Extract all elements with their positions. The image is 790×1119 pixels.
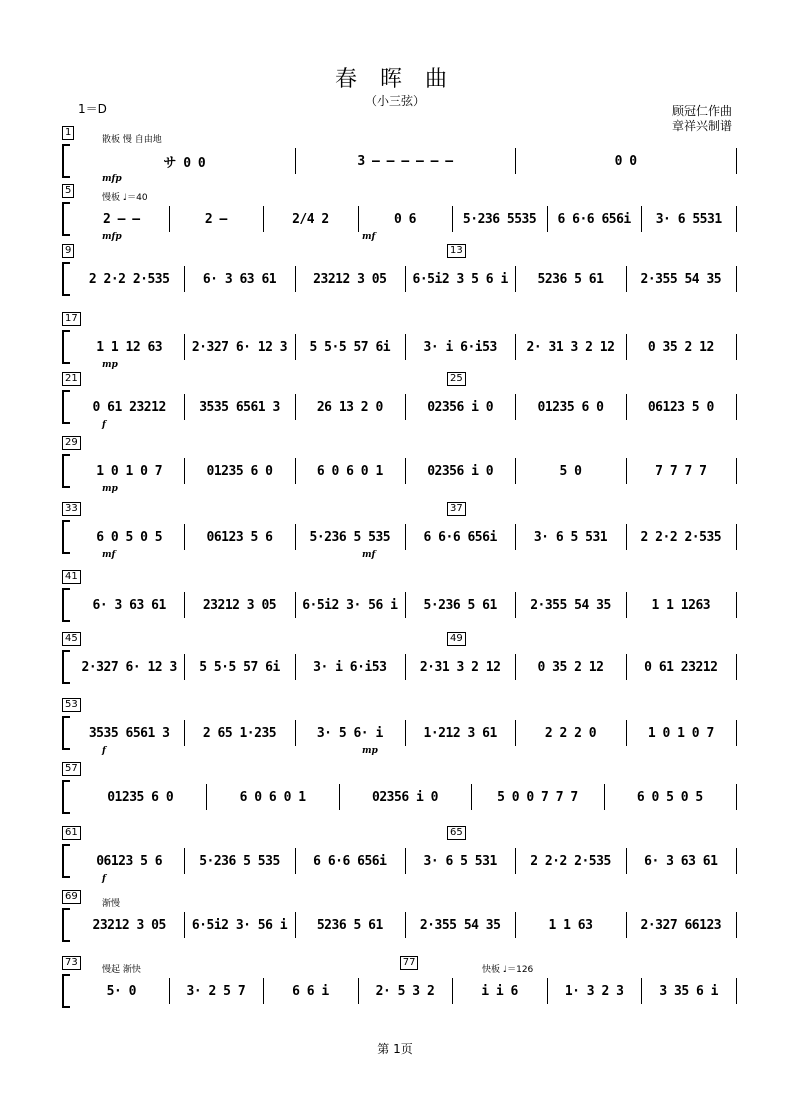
tempo-annotation: 散板 慢 自由地 (102, 135, 162, 145)
bar-line (405, 394, 406, 420)
bar-line (604, 784, 605, 810)
bar-line (736, 394, 737, 420)
measure-number: 21 (62, 372, 81, 386)
transcriber-credit: 章祥兴制谱 (671, 119, 732, 133)
bar-line (405, 848, 406, 874)
measure: 6·5i2 3· 56 i (302, 597, 398, 613)
bar-line (169, 206, 170, 232)
bar-line (184, 654, 185, 680)
measure: 6 6·6 656i (423, 529, 497, 545)
bar-line (736, 654, 737, 680)
instrument-subtitle: （小三弦） (364, 94, 425, 108)
measure: 02356 i 0 (427, 463, 494, 479)
measure: 06123 5 6 (206, 529, 273, 545)
measure: 2·355 54 35 (640, 271, 722, 287)
measure: 5·236 5 535 (309, 529, 391, 545)
bar-line (515, 334, 516, 360)
measure: 0 35 2 12 (537, 659, 604, 675)
bar-line (358, 978, 359, 1004)
bar-line (295, 458, 296, 484)
bar-line (405, 266, 406, 292)
system-bracket (62, 844, 70, 878)
bar-line (295, 394, 296, 420)
measure: 2·355 54 35 (419, 917, 501, 933)
bar-line (515, 592, 516, 618)
bar-line (184, 720, 185, 746)
bar-line (295, 654, 296, 680)
bar-line (515, 654, 516, 680)
measure: 01235 6 0 (206, 463, 273, 479)
bar-line (295, 592, 296, 618)
measure: 02356 i 0 (372, 789, 438, 805)
bar-line (736, 848, 737, 874)
measure: 6·5i2 3· 56 i (191, 917, 288, 933)
measure: 1 1 1263 (651, 597, 711, 613)
staff-system (62, 185, 738, 244)
tempo-annotation: 快板 ♩＝126 (482, 965, 534, 975)
key-signature: 1＝D (78, 102, 107, 116)
bar-line (736, 148, 737, 174)
bar-line (295, 912, 296, 938)
dynamic-mark: f (102, 874, 106, 884)
measure: 7 7 7 7 (655, 463, 707, 479)
system-bracket (62, 588, 70, 622)
measure: 0 0 (614, 153, 637, 169)
measure: 0 6 (393, 211, 416, 227)
measure: 6·5i2 3 5 6 i (412, 271, 508, 287)
measure: サ 0 0 (163, 155, 206, 171)
measure-number: 5 (62, 184, 74, 198)
measure: 6· 3 63 61 (644, 853, 718, 869)
bar-line (626, 524, 627, 550)
system-bracket (62, 974, 70, 1008)
measure: 6 0 5 0 5 (636, 789, 703, 805)
bar-line (295, 720, 296, 746)
staff-system (62, 127, 738, 186)
measure: 2·327 6· 12 3 (191, 339, 288, 355)
bar-line (339, 784, 340, 810)
system-bracket (62, 262, 70, 296)
measure: 3 35 6 i (659, 983, 719, 999)
measure-number: 41 (62, 570, 81, 584)
measure: 01235 6 0 (537, 399, 604, 415)
measure: 6 6 i (292, 983, 329, 999)
dynamic-mark: mp (362, 746, 378, 756)
dynamic-mark: mf (102, 550, 116, 560)
measure-number: 9 (62, 244, 74, 258)
bar-line (736, 784, 737, 810)
page-footer: 第 1页 (377, 1042, 413, 1056)
bar-line (405, 592, 406, 618)
staff-system (62, 503, 738, 562)
measure: 2· 5 3 2 (375, 983, 435, 999)
measure: 3· 2 5 7 (186, 983, 246, 999)
measure: 6 0 6 0 1 (316, 463, 383, 479)
measure-number: 13 (447, 244, 466, 258)
measure: i i 6 (481, 983, 518, 999)
measure: 2 2·2 2·535 (88, 271, 170, 287)
measure: 2· 31 3 2 12 (526, 339, 615, 355)
system-bracket (62, 202, 70, 236)
measure: 3 – – – – – – (357, 153, 453, 169)
measure-number: 29 (62, 436, 81, 450)
bar-line (626, 592, 627, 618)
measure-number: 37 (447, 502, 466, 516)
staff-system (62, 633, 738, 692)
bar-line (452, 206, 453, 232)
dynamic-mark: mfp (102, 232, 122, 242)
bar-line (358, 206, 359, 232)
measure: 5·236 5 61 (423, 597, 497, 613)
bar-line (736, 524, 737, 550)
bar-line (641, 978, 642, 1004)
tempo-annotation: 慢板 ♩＝40 (102, 193, 148, 203)
measure: 1·212 3 61 (423, 725, 497, 741)
measure-number: 1 (62, 126, 74, 140)
bar-line (736, 592, 737, 618)
measure: 5236 5 61 (316, 917, 383, 933)
measure: 2 2·2 2·535 (640, 529, 722, 545)
measure: 5236 5 61 (537, 271, 604, 287)
measure: 3· i 6·i53 (423, 339, 497, 355)
measure: 2·31 3 2 12 (419, 659, 501, 675)
staff-system (62, 827, 738, 886)
measure: 23212 3 05 (202, 597, 277, 613)
bar-line (295, 266, 296, 292)
staff-system (62, 891, 738, 950)
measure: 5· 0 (106, 983, 136, 999)
measure: 02356 i 0 (427, 399, 494, 415)
measure: 3· 6 5 531 (423, 853, 497, 869)
bar-line (295, 334, 296, 360)
measure: 3· i 6·i53 (313, 659, 387, 675)
measure-number: 73 (62, 956, 81, 970)
bar-line (515, 524, 516, 550)
bar-line (736, 458, 737, 484)
system-bracket (62, 780, 70, 814)
measure: 6· 3 63 61 (92, 597, 166, 613)
composer-credit: 顾冠仁作曲 (671, 104, 732, 118)
measure: 2 65 1·235 (202, 725, 277, 741)
bar-line (295, 848, 296, 874)
measure: 2 – – (102, 211, 140, 227)
bar-line (547, 206, 548, 232)
measure: 5 0 0 7 7 7 (497, 789, 578, 805)
measure: 5 5·5 57 6i (309, 339, 391, 355)
bar-line (626, 334, 627, 360)
dynamic-mark: mfp (102, 174, 122, 184)
staff-system (62, 699, 738, 758)
measure-number: 45 (62, 632, 81, 646)
system-bracket (62, 454, 70, 488)
measure-number: 33 (62, 502, 81, 516)
measure: 1 0 1 0 7 (96, 463, 163, 479)
measure: 26 13 2 0 (316, 399, 383, 415)
measure: 2·327 6· 12 3 (81, 659, 177, 675)
bar-line (626, 654, 627, 680)
dynamic-mark: f (102, 746, 106, 756)
staff-system (62, 245, 738, 304)
measure: 5 0 (559, 463, 582, 479)
bar-line (206, 784, 207, 810)
bar-line (736, 206, 737, 232)
measure: 0 35 2 12 (647, 339, 714, 355)
measure: 3· 5 6· i (316, 725, 383, 741)
measure: 1 0 1 0 7 (647, 725, 714, 741)
measure: 6 0 5 0 5 (96, 529, 163, 545)
bar-line (626, 266, 627, 292)
dynamic-mark: mf (362, 550, 376, 560)
staff-system (62, 571, 738, 630)
measure: 1 1 63 (548, 917, 593, 933)
tempo-annotation: 渐慢 (102, 899, 121, 909)
bar-line (515, 848, 516, 874)
measure: 6 0 6 0 1 (239, 789, 306, 805)
bar-line (184, 334, 185, 360)
dynamic-mark: mf (362, 232, 376, 242)
dynamic-mark: f (102, 420, 106, 430)
system-bracket (62, 144, 70, 178)
bar-line (295, 524, 296, 550)
measure: 5·236 5 535 (199, 853, 280, 869)
system-bracket (62, 330, 70, 364)
bar-line (405, 524, 406, 550)
system-bracket (62, 908, 70, 942)
measure: 2 2·2 2·535 (530, 853, 611, 869)
measure-number: 77 (400, 956, 419, 970)
measure: 5 5·5 57 6i (199, 659, 280, 675)
system-bracket (62, 650, 70, 684)
measure: 5·236 5535 (462, 211, 537, 227)
measure: 1 1 12 63 (96, 339, 163, 355)
bar-line (736, 912, 737, 938)
measure: 6 6·6 656i (313, 853, 387, 869)
measure: 6· 3 63 61 (202, 271, 277, 287)
bar-line (263, 978, 264, 1004)
system-bracket (62, 716, 70, 750)
bar-line (736, 720, 737, 746)
bar-line (405, 654, 406, 680)
bar-line (626, 720, 627, 746)
measure: 2·355 54 35 (530, 597, 611, 613)
bar-line (471, 784, 472, 810)
bar-line (736, 978, 737, 1004)
bar-line (626, 458, 627, 484)
bar-line (626, 912, 627, 938)
system-bracket (62, 520, 70, 554)
bar-line (452, 978, 453, 1004)
measure: 3535 6561 3 (199, 399, 280, 415)
page-title: 春 晖 曲 (335, 67, 455, 92)
bar-line (515, 266, 516, 292)
bar-line (184, 524, 185, 550)
bar-line (515, 458, 516, 484)
measure: 3· 6 5531 (655, 211, 722, 227)
bar-line (405, 334, 406, 360)
measure-number: 57 (62, 762, 81, 776)
bar-line (515, 720, 516, 746)
staff-system (62, 763, 738, 822)
bar-line (515, 912, 516, 938)
bar-line (184, 394, 185, 420)
bar-line (169, 978, 170, 1004)
system-bracket (62, 390, 70, 424)
dynamic-mark: mp (102, 360, 118, 370)
bar-line (405, 458, 406, 484)
staff-system (62, 437, 738, 496)
measure-number: 65 (447, 826, 466, 840)
bar-line (295, 148, 296, 174)
bar-line (547, 978, 548, 1004)
measure: 2 2 2 0 (544, 725, 597, 741)
measure: 2 – (204, 211, 227, 227)
measure: 2·327 66123 (640, 917, 722, 933)
bar-line (263, 206, 264, 232)
bar-line (184, 266, 185, 292)
bar-line (405, 912, 406, 938)
bar-line (184, 458, 185, 484)
measure: 23212 3 05 (313, 271, 387, 287)
bar-line (184, 848, 185, 874)
measure: 06123 5 6 (96, 853, 163, 869)
measure: 23212 3 05 (92, 917, 166, 933)
measure: 3· 6 5 531 (533, 529, 608, 545)
bar-line (626, 394, 627, 420)
dynamic-mark: mp (102, 484, 118, 494)
bar-line (515, 148, 516, 174)
measure: 3535 6561 3 (88, 725, 170, 741)
measure: 0 61 23212 (92, 399, 166, 415)
bar-line (626, 848, 627, 874)
measure: 01235 6 0 (107, 789, 174, 805)
tempo-annotation: 慢起 渐快 (102, 965, 141, 975)
bar-line (515, 394, 516, 420)
bar-line (641, 206, 642, 232)
bar-line (405, 720, 406, 746)
measure: 06123 5 0 (647, 399, 714, 415)
measure: 6 6·6 656i (557, 211, 631, 227)
measure-number: 49 (447, 632, 466, 646)
bar-line (184, 912, 185, 938)
bar-line (736, 334, 737, 360)
staff-system (62, 957, 738, 1016)
staff-system (62, 373, 738, 432)
bar-line (184, 592, 185, 618)
measure: 1· 3 2 3 (564, 983, 624, 999)
measure-number: 25 (447, 372, 466, 386)
measure-number: 17 (62, 312, 81, 326)
measure-number: 53 (62, 698, 81, 712)
bar-line (736, 266, 737, 292)
staff-system (62, 313, 738, 372)
measure-number: 61 (62, 826, 81, 840)
measure: 0 61 23212 (644, 659, 718, 675)
measure-number: 69 (62, 890, 81, 904)
measure: 2/4 2 (292, 211, 329, 227)
